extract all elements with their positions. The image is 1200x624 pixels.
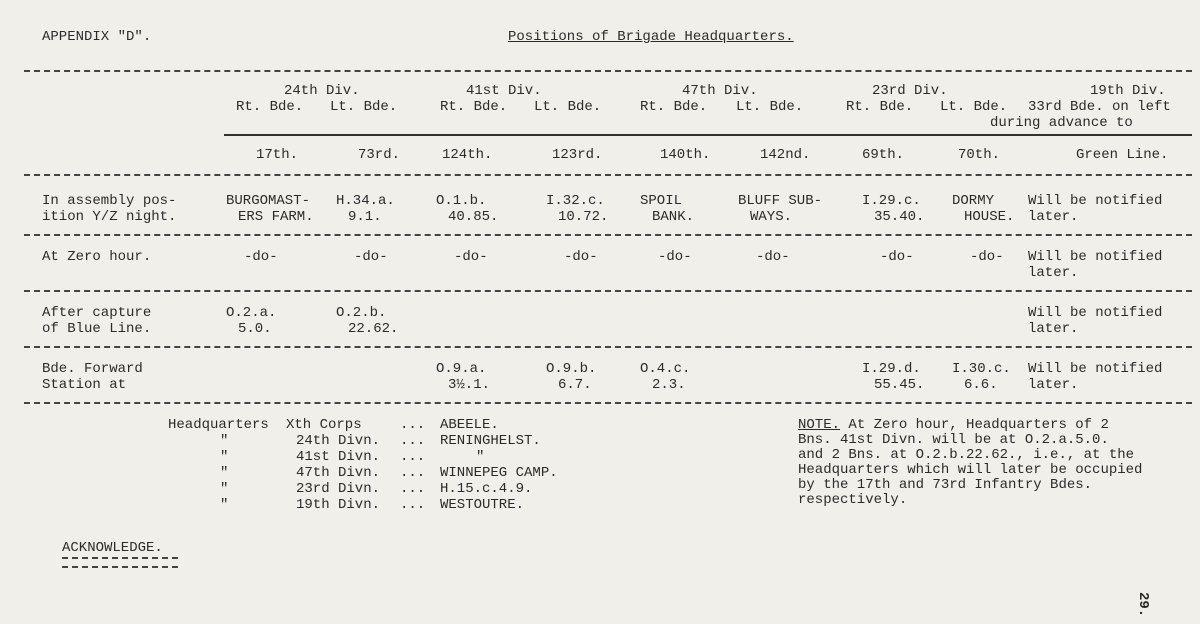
note-line: respectively. xyxy=(798,492,908,508)
rt-bde-header: Rt. Bde. xyxy=(236,99,304,115)
hq-location: ABEELE. xyxy=(440,417,499,433)
note-block xyxy=(798,418,1142,508)
table-cell: -do- xyxy=(756,249,790,265)
table-cell: SPOIL xyxy=(640,193,683,209)
table-cell: 22.62. xyxy=(348,321,399,337)
division-41-header: 41st Div. xyxy=(466,83,542,99)
lt-bde-header: Lt. Bde. xyxy=(330,99,398,115)
hq-separator: ... xyxy=(400,417,426,433)
hq-separator: ... xyxy=(400,465,426,481)
table-cell: O.9.b. xyxy=(546,361,597,377)
row-label: ition Y/Z night. xyxy=(42,209,177,225)
hq-separator: ... xyxy=(400,433,426,449)
table-cell: -do- xyxy=(244,249,278,265)
table-cell: O.2.b. xyxy=(336,305,387,321)
table-cell: 5.0. xyxy=(238,321,272,337)
division-23-header: 23rd Div. xyxy=(872,83,948,99)
hq-location: " xyxy=(476,449,485,465)
row-label: After capture xyxy=(42,305,152,321)
table-cell: -do- xyxy=(970,249,1004,265)
note-line: by the 17th and 73rd Infantry Bdes. xyxy=(798,477,1093,493)
acknowledge-underline xyxy=(62,557,178,559)
brigade-number: 123rd. xyxy=(552,147,603,163)
page-title: Positions of Brigade Headquarters. xyxy=(508,29,794,45)
table-cell: Will be notified xyxy=(1028,305,1163,321)
table-cell: BANK. xyxy=(652,209,695,225)
table-cell: HOUSE. xyxy=(964,209,1015,225)
acknowledge-underline xyxy=(62,566,178,568)
note-line: and 2 Bns. at O.2.b.22.62., i.e., at the xyxy=(798,447,1135,463)
div19-subheader-2: during advance to xyxy=(990,115,1133,131)
table-cell: O.9.a. xyxy=(436,361,487,377)
ditto-mark: " xyxy=(220,497,229,513)
brigade-number: 140th. xyxy=(660,147,711,163)
table-cell: I.32.c. xyxy=(546,193,605,209)
row-label: In assembly pos- xyxy=(42,193,177,209)
note-line: Headquarters which will later be occupied xyxy=(798,462,1143,478)
table-cell: BURGOMAST- xyxy=(226,193,311,209)
appendix-label: APPENDIX "D". xyxy=(42,29,152,45)
table-cell: -do- xyxy=(354,249,388,265)
table-cell: -do- xyxy=(564,249,598,265)
brigade-number: 142nd. xyxy=(760,147,811,163)
table-cell: I.29.c. xyxy=(862,193,921,209)
brigade-number: 73rd. xyxy=(358,147,401,163)
ditto-mark: " xyxy=(220,481,229,497)
hq-unit: 24th Divn. xyxy=(296,433,381,449)
row-label: Station at xyxy=(42,377,127,393)
header-rule xyxy=(224,134,1192,136)
table-cell: 10.72. xyxy=(558,209,609,225)
hq-unit: Xth Corps xyxy=(286,417,362,433)
table-cell: O.2.a. xyxy=(226,305,277,321)
row-label: Bde. Forward xyxy=(42,361,143,377)
table-cell: O.4.c. xyxy=(640,361,691,377)
brigade-number: Green Line. xyxy=(1076,147,1169,163)
table-cell: 35.40. xyxy=(874,209,925,225)
row-label: of Blue Line. xyxy=(42,321,152,337)
divider xyxy=(24,346,1192,348)
brigade-number: 17th. xyxy=(256,147,299,163)
table-cell: 40.85. xyxy=(448,209,499,225)
hq-location: H.15.c.4.9. xyxy=(440,481,533,497)
table-cell: later. xyxy=(1028,321,1079,337)
table-cell: 6.7. xyxy=(558,377,592,393)
table-cell: later. xyxy=(1028,209,1079,225)
hq-separator: ... xyxy=(400,481,426,497)
ditto-mark: " xyxy=(220,465,229,481)
table-cell: O.1.b. xyxy=(436,193,487,209)
hq-location: WINNEPEG CAMP. xyxy=(440,465,558,481)
hq-unit: 19th Divn. xyxy=(296,497,381,513)
note-line: At Zero hour, Headquarters of 2 xyxy=(840,417,1109,433)
divider xyxy=(24,290,1192,292)
table-cell: DORMY xyxy=(952,193,995,209)
hq-unit: 23rd Divn. xyxy=(296,481,381,497)
division-47-header: 47th Div. xyxy=(682,83,758,99)
ditto-mark: " xyxy=(220,433,229,449)
acknowledge-label: ACKNOWLEDGE. xyxy=(62,540,163,556)
table-cell: WAYS. xyxy=(750,209,793,225)
table-cell: 55.45. xyxy=(874,377,925,393)
brigade-number: 69th. xyxy=(862,147,905,163)
divider xyxy=(24,174,1192,176)
division-19-header: 19th Div. xyxy=(1090,83,1166,99)
hq-separator: ... xyxy=(400,497,426,513)
table-cell: later. xyxy=(1028,377,1079,393)
brigade-number: 70th. xyxy=(958,147,1001,163)
table-cell: -do- xyxy=(658,249,692,265)
lt-bde-header: Lt. Bde. xyxy=(940,99,1008,115)
table-cell: 2.3. xyxy=(652,377,686,393)
table-cell: -do- xyxy=(880,249,914,265)
note-label: NOTE. xyxy=(798,417,841,433)
table-cell: Will be notified xyxy=(1028,249,1163,265)
lt-bde-header: Lt. Bde. xyxy=(534,99,602,115)
ditto-mark: " xyxy=(220,449,229,465)
table-cell: I.30.c. xyxy=(952,361,1011,377)
table-cell: ERS FARM. xyxy=(238,209,314,225)
table-cell: -do- xyxy=(454,249,488,265)
rt-bde-header: Rt. Bde. xyxy=(846,99,914,115)
hq-separator: ... xyxy=(400,449,426,465)
lt-bde-header: Lt. Bde. xyxy=(736,99,804,115)
rt-bde-header: Rt. Bde. xyxy=(640,99,708,115)
divider xyxy=(24,70,1192,72)
row-label: At Zero hour. xyxy=(42,249,152,265)
division-24-header: 24th Div. xyxy=(284,83,360,99)
table-cell: Will be notified xyxy=(1028,193,1163,209)
table-cell: 3½.1. xyxy=(448,377,491,393)
divider xyxy=(24,402,1192,404)
hq-unit: 47th Divn. xyxy=(296,465,381,481)
rt-bde-header: Rt. Bde. xyxy=(440,99,508,115)
table-cell: later. xyxy=(1028,265,1079,281)
table-cell: BLUFF SUB- xyxy=(738,193,823,209)
table-cell: Will be notified xyxy=(1028,361,1163,377)
table-cell: 6.6. xyxy=(964,377,998,393)
table-cell: I.29.d. xyxy=(862,361,921,377)
brigade-number: 124th. xyxy=(442,147,493,163)
hq-unit: 41st Divn. xyxy=(296,449,381,465)
headquarters-title: Headquarters xyxy=(168,417,269,433)
hq-location: RENINGHELST. xyxy=(440,433,541,449)
divider xyxy=(24,234,1192,236)
page-number: 29. xyxy=(1135,592,1151,618)
note-line: Bns. 41st Divn. will be at O.2.a.5.0. xyxy=(798,432,1109,448)
hq-location: WESTOUTRE. xyxy=(440,497,525,513)
table-cell: H.34.a. xyxy=(336,193,395,209)
table-cell: 9.1. xyxy=(348,209,382,225)
div19-subheader-1: 33rd Bde. on left xyxy=(1028,99,1171,115)
